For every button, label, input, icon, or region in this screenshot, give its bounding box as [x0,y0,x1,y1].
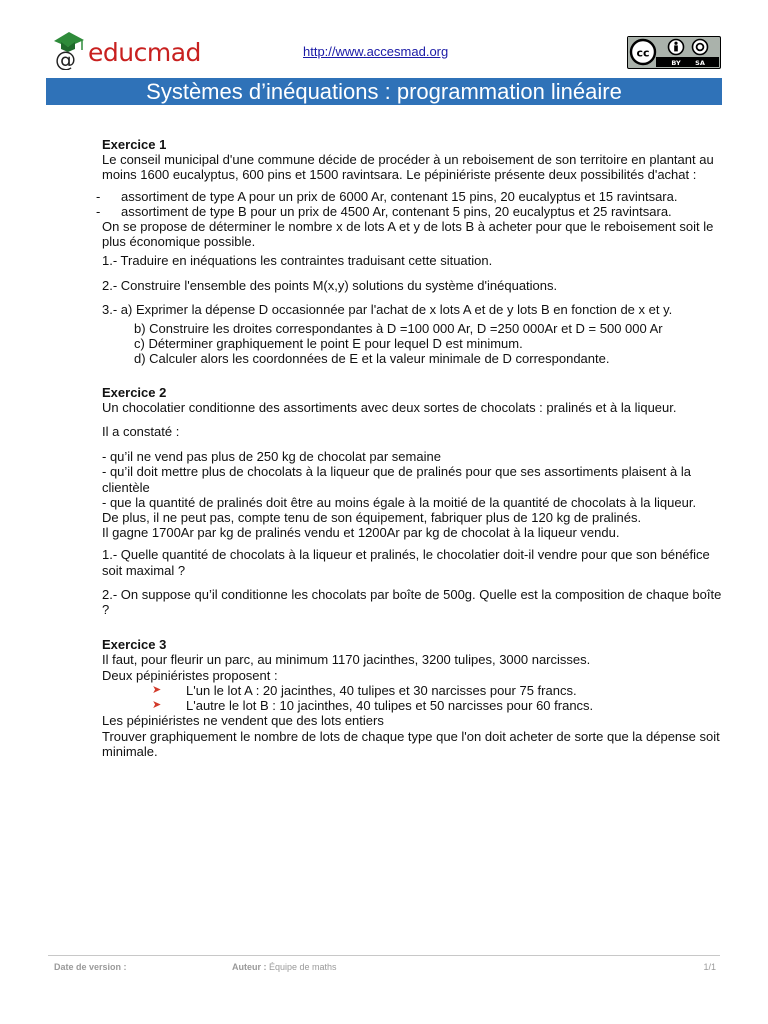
list-item-text: assortiment de type A pour un prix de 6000 Ar, contenant 15 pins, 20 eucalyptus et 15 ravintsara. [121,188,678,204]
creative-commons-badge[interactable] [627,36,721,69]
version-date-label: Date de version : [54,962,127,972]
author-label: Auteur : [232,962,267,972]
question-3c: c) Déterminer graphiquement le point E pour lequel D est minimum. [134,336,523,352]
page-title: Systèmes d’inéquations : programmation linéaire [146,79,622,104]
educmad-logo-icon [52,30,86,70]
purchase-options-list [96,188,732,219]
exercise-2 [102,385,732,618]
list-item [96,203,732,219]
exercise-title: Exercice 1 [102,137,167,152]
author-value: Équipe de maths [266,962,337,972]
question-3: 3.- a) Exprimer la dépense D occasionnée par l'achat de x lots A et de y lots B en fonction de x et y. [102,301,673,317]
list-item [96,188,732,204]
page-header [0,0,768,104]
exercise-3 [102,637,732,759]
cc-sa-label: SA [695,59,705,67]
exercise-title: Exercice 3 [102,637,167,653]
question-2: 2.- Construire l'ensemble des points M(x,y) solutions du système d'inéquations. [102,277,558,293]
list-item [102,683,732,698]
document-body [96,137,732,759]
exercise-title: Exercice 2 [102,384,167,400]
svg-text:@: @ [55,48,76,70]
observation: - que la quantité de pralinés doit être au moins égale à la moitié de la quantité de chocolats à la liqueur. [102,494,697,510]
list-item [102,698,732,713]
site-url-link[interactable]: http://www.accesmad.org [303,44,449,59]
dash-bullet: - [96,188,101,204]
observation: - qu’il ne vend pas plus de 250 kg de chocolat par semaine [102,449,441,465]
observation: - qu’il doit mettre plus de chocolats à la liqueur que de pralinés pour que ses assortiments plaisent à la clientèle [102,464,691,495]
list-item-text: L'un le lot A : 20 jacinthes, 40 tulipes et 30 narcisses pour 75 francs. [186,682,577,698]
exercise-intro: Il faut, pour fleurir un parc, au minimum 1170 jacinthes, 3200 tulipes, 3000 narcisses. [102,652,591,668]
educmad-logo[interactable] [52,30,201,70]
question-2: 2.- On suppose qu’il conditionne les chocolats par boîte de 500g. Quelle est la composition de chaque boîte ? [102,586,722,618]
pointing-hand-bullet-icon: ➤ [152,699,162,712]
question-1: 1.- Quelle quantité de chocolats à la liqueur et pralinés, le chocolatier doit-il vendre pour que son bénéfice soit maximal ? [102,547,710,578]
page-number: 1/1 [703,962,716,972]
cc-by-label: BY [671,59,681,67]
question-3d: d) Calculer alors les coordonnées de E et la valeur minimale de D correspondante. [134,351,610,367]
observation: Il gagne 1700Ar par kg de pralinés vendu et 1200Ar par kg de chocolat à la liqueur vendu. [102,525,620,541]
offer-intro: Deux pépiniéristes proposent : [102,667,278,683]
page-footer [48,955,720,972]
author-info [232,962,337,972]
observation-intro: Il a constaté : [102,424,180,440]
exercise-intro: Un chocolatier conditionne des assortiments avec deux sortes de chocolats : pralinés et à la liqueur. [102,399,677,415]
title-bar [46,78,722,105]
creative-commons-icon [631,40,655,64]
observation: De plus, il ne peut pas, compte tenu de son équipement, fabriquer plus de 120 kg de pralinés. [102,510,642,526]
list-item-text: L'autre le lot B : 10 jacinthes, 40 tulipes et 50 narcisses pour 60 francs. [186,698,594,714]
pointing-hand-bullet-icon: ➤ [152,683,162,696]
cc-sa-icon [693,40,708,55]
exercise-goal: On se propose de déterminer le nombre x de lots A et y de lots B à acheter pour que le reboisement soit le plus économique possible. [102,219,714,250]
dash-bullet: - [96,203,101,219]
question-3b: b) Construire les droites correspondantes à D =100 000 Ar, D =250 000Ar et D = 500 000 Ar [134,321,663,337]
question-1: 1.- Traduire en inéquations les contraintes traduisant cette situation. [102,253,493,269]
svg-text:cc: cc [636,46,650,60]
exercise-note: Les pépiniéristes ne vendent que des lots entiers [102,713,384,729]
list-item-text: assortiment de type B pour un prix de 4500 Ar, contenant 5 pins, 20 eucalyptus et 25 ravintsara. [121,203,672,219]
exercise-task: Trouver graphiquement le nombre de lots de chaque type que l'on doit acheter de sorte que la dépense soit minimale. [102,728,720,759]
logo-text: educmad [88,37,201,67]
cc-by-icon [669,40,684,55]
exercise-1 [96,137,732,367]
exercise-intro: Le conseil municipal d'une commune décide de procéder à un reboisement de son territoire en plantant au moins 1600 eucalyptus, 600 pins et 1500 ravintsara. Le pépiniériste présente deux possibilités d'achat : [102,152,714,183]
